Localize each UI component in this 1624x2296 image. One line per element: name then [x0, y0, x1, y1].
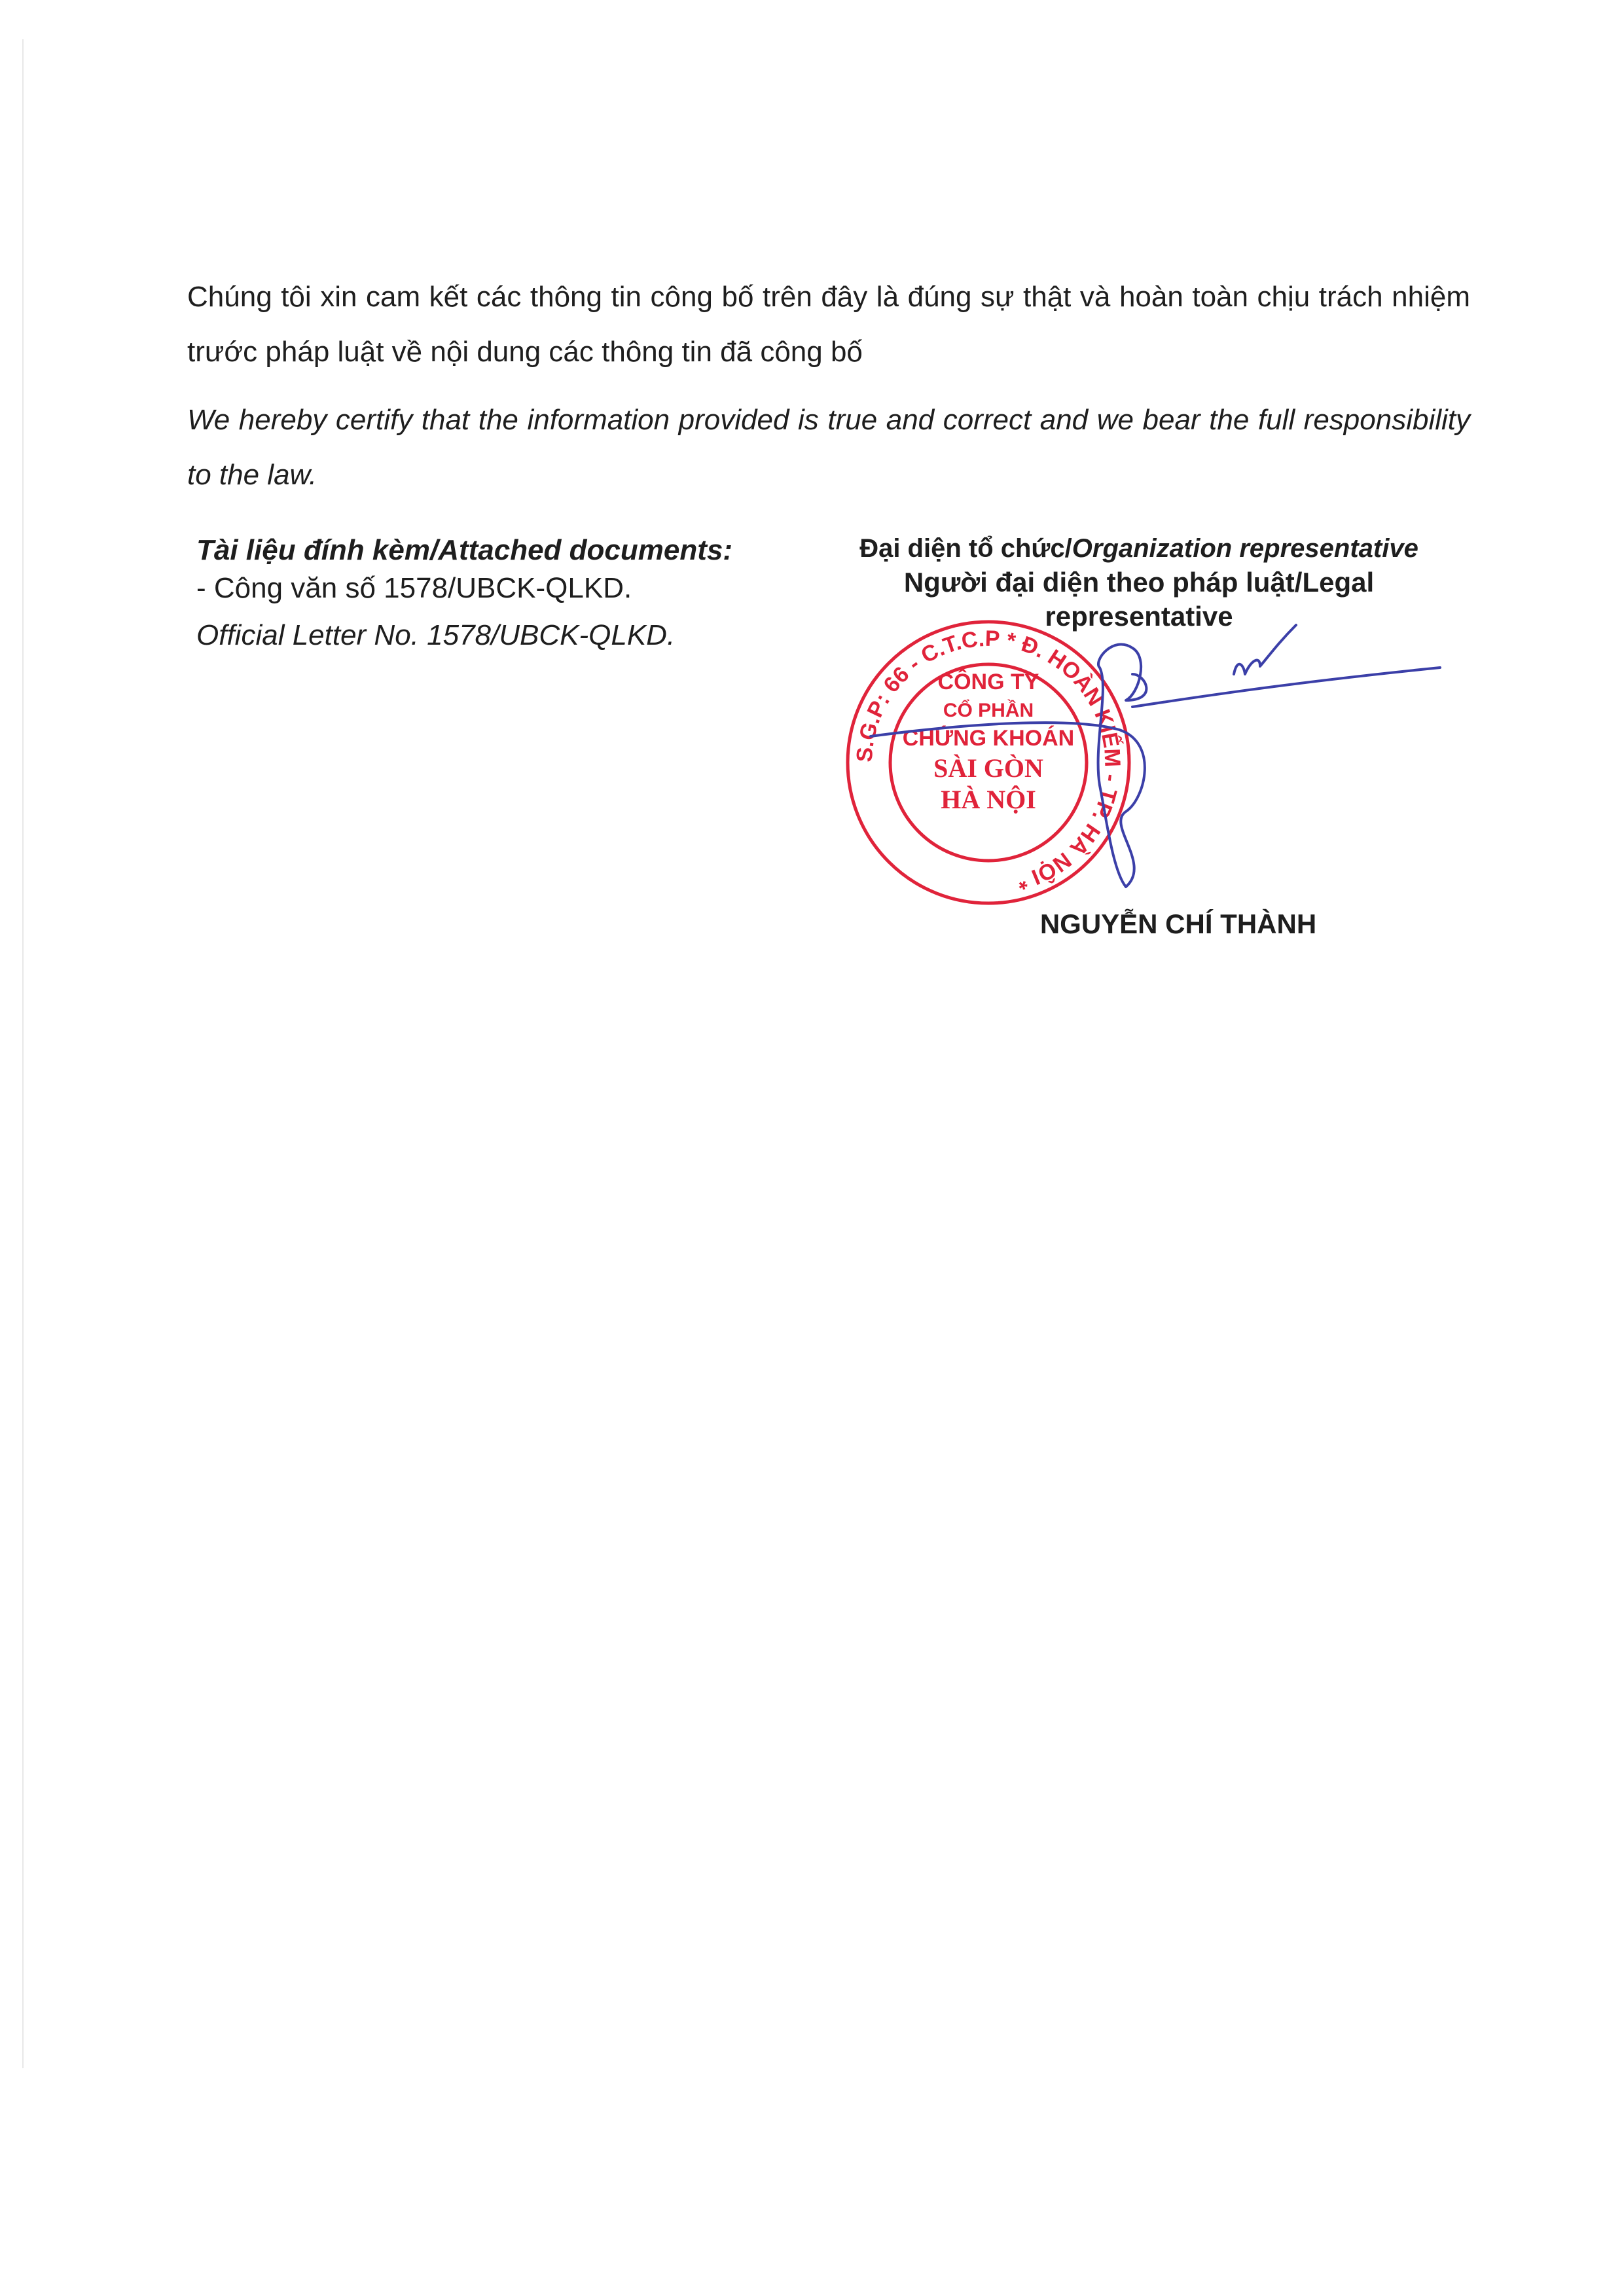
attachments-title: Tài liệu đính kèm/Attached documents: [196, 534, 733, 566]
representative-line-1-en: Organization representative [1072, 534, 1418, 563]
signature-initials [1234, 625, 1296, 674]
seal-line-3: CHỨNG KHOÁN [902, 726, 1075, 751]
commitment-english: We hereby certify that the information provided is true and correct and we bear the full responsibility to the law. [187, 404, 1470, 491]
seal-line-2: CỔ PHẦN [943, 700, 1034, 721]
representative-line-1 [838, 531, 1440, 565]
representative-line-1-vn: Đại diện tổ chức/ [859, 534, 1072, 563]
signature-tail-stroke [1132, 668, 1440, 707]
attachments-block [196, 531, 851, 655]
attachment-item-english: Official Letter No. 1578/UBCK-QLKD. [196, 619, 676, 651]
scan-edge-line [22, 39, 24, 2068]
signature-main-stroke [871, 644, 1146, 887]
seal-line-1: CÔNG TY [937, 670, 1039, 694]
commitment-vietnamese: Chúng tôi xin cam kết các thông tin công bố trên đây là đúng sự thật và hoàn toàn chịu trách nhiệm trước pháp luật về nội dung các thông tin đã công bố [187, 281, 1470, 368]
seal-line-4: SÀI GÒN [933, 753, 1043, 783]
representative-line-2: Người đại diện theo pháp luật/Legal [903, 567, 1375, 598]
signer-name: NGUYỄN CHÍ THÀNH [1039, 908, 1317, 939]
attachment-item-vietnamese: - Công văn số 1578/UBCK-QLKD. [196, 572, 632, 604]
seal-ring-text: S.G.P: 66 - C.T.C.P * Đ. HOÀN KIẾM - TP. HÀ NỘI * [852, 626, 1125, 895]
seal-line-5: HÀ NỘI [941, 785, 1036, 814]
signature [851, 589, 1473, 916]
representative-line-3: representative [1045, 601, 1233, 632]
